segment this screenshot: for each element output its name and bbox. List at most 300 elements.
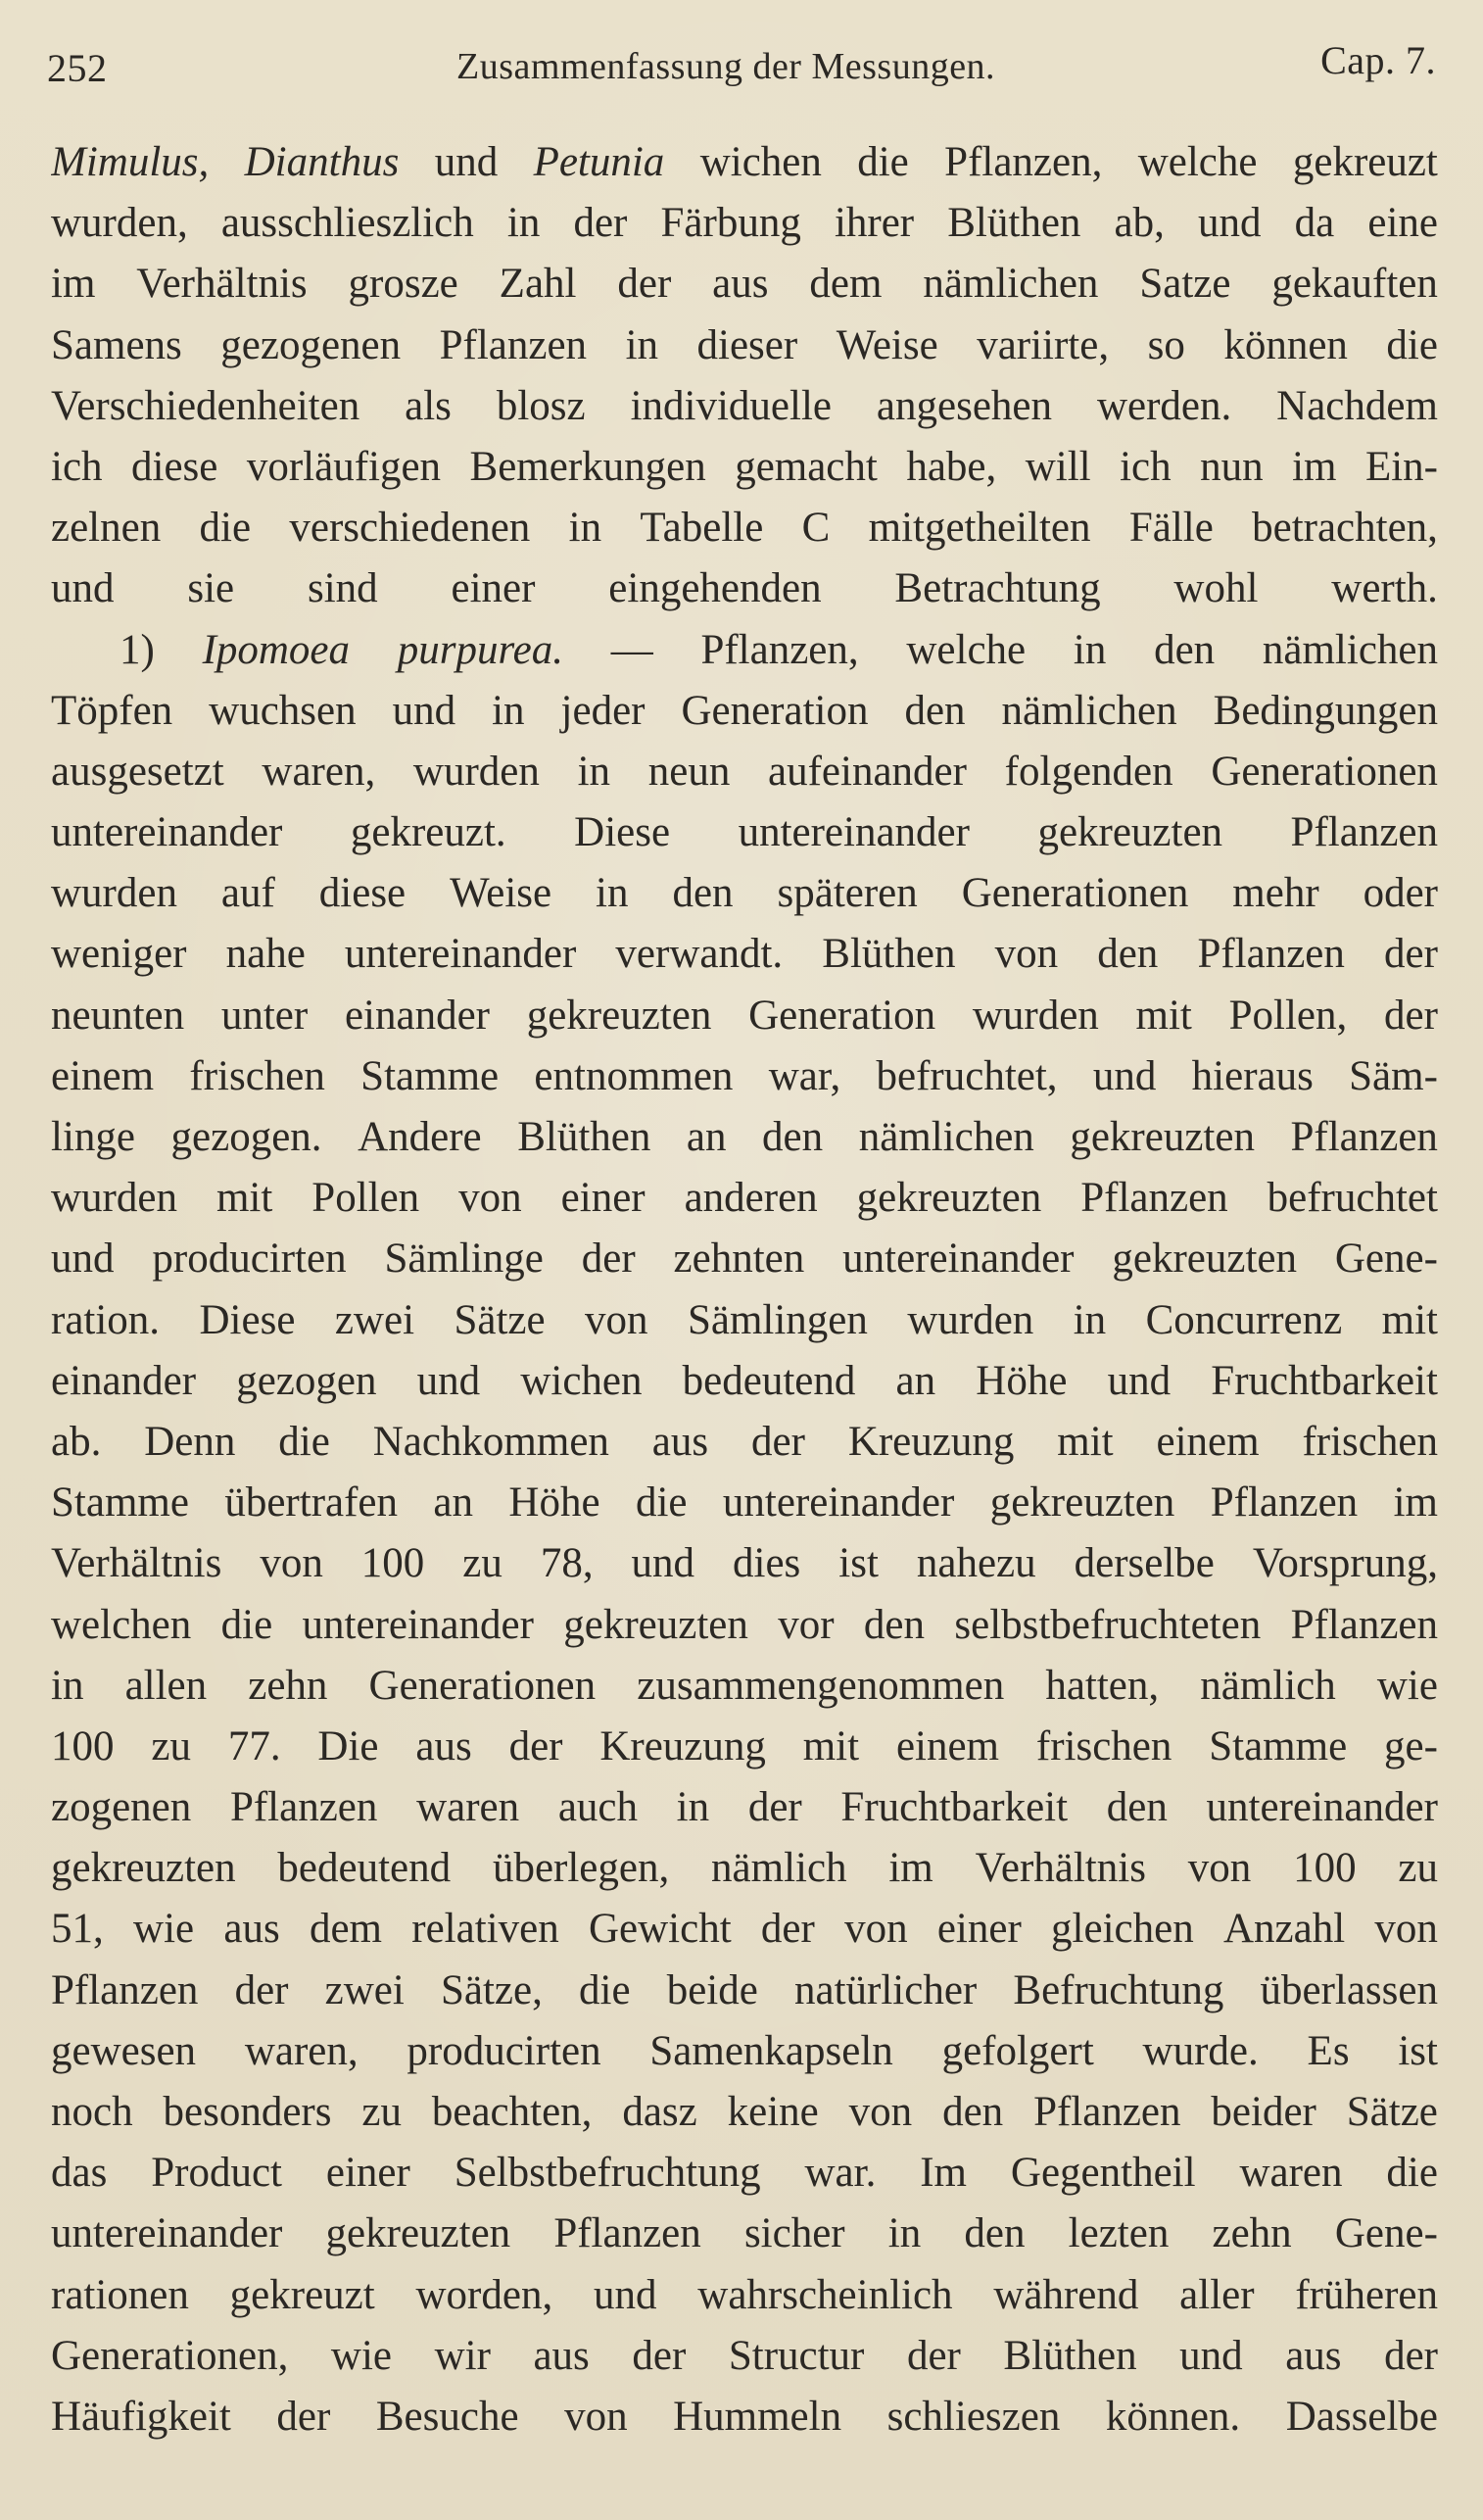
word: Generationen [368, 1662, 597, 1709]
word: untereinander [51, 2210, 283, 2257]
word: Anzahl [1222, 1906, 1346, 1953]
word: Häufigkeit [51, 2393, 231, 2440]
word: und [1107, 1357, 1172, 1404]
word: an [433, 1479, 474, 1527]
word: als [405, 382, 452, 429]
word: aus [712, 261, 769, 308]
word: gefolgert [941, 2027, 1094, 2074]
word: einer [936, 1906, 1022, 1953]
word: Sämlinge [384, 1236, 544, 1283]
word: bedeutend [277, 1845, 452, 1892]
word: frischen [1035, 1722, 1172, 1769]
word: aus [533, 2332, 590, 2379]
word: 100 [360, 1540, 425, 1587]
word: Zahl [499, 261, 577, 308]
text-line [51, 498, 1438, 558]
word: in [887, 2210, 922, 2257]
body-text [51, 132, 1438, 2447]
word: gekreuzten [325, 2210, 511, 2257]
word: gekreuzt. [350, 809, 506, 856]
word: können [1223, 321, 1348, 368]
word: producirten [407, 2027, 601, 2074]
word: wurden [972, 992, 1099, 1039]
word: übertrafen [224, 1479, 399, 1527]
word: einem [1156, 1418, 1260, 1465]
word: hieraus [1191, 1052, 1314, 1099]
word: entnommen [534, 1052, 734, 1099]
word: der [1384, 992, 1438, 1039]
word: zelnen [51, 505, 162, 552]
word: nämlichen [923, 261, 1099, 308]
word: an [686, 1114, 727, 1160]
word: mit [1057, 1418, 1114, 1465]
word: waren [1239, 2150, 1343, 2197]
word: grosze [348, 261, 458, 308]
word: Verschiedenheiten [51, 382, 360, 429]
text-line [51, 558, 1438, 619]
word: Gene- [1334, 1236, 1438, 1283]
word: relativen [411, 1906, 559, 1953]
word: von [1187, 1845, 1252, 1892]
word: Petunia [533, 139, 665, 185]
word: worden, [415, 2271, 553, 2318]
word: auch [557, 1784, 638, 1831]
text-line [51, 924, 1438, 985]
word: Ipomoea [202, 626, 351, 673]
text-line [51, 2021, 1438, 2082]
word: allen [124, 1662, 208, 1709]
word: Hummeln [673, 2393, 842, 2440]
word: vorläufigen [246, 443, 442, 490]
word: die [199, 505, 252, 552]
word: einem [895, 1722, 1000, 1769]
word: einer [325, 2150, 410, 2197]
word: natürlicher [794, 1966, 978, 2013]
word: welche [906, 626, 1027, 673]
word: den [863, 1601, 926, 1648]
word: waren, [262, 748, 376, 795]
word: ge- [1384, 1722, 1438, 1769]
word: untereinander [1206, 1784, 1438, 1831]
word: zu [1398, 1845, 1438, 1892]
word: in [506, 200, 541, 247]
word: wir [434, 2332, 491, 2379]
text-line [51, 1838, 1438, 1899]
word: einem [51, 1052, 155, 1099]
word: ihrer [834, 200, 915, 247]
word: frischen [189, 1052, 325, 1099]
word: wurden, [51, 200, 188, 247]
word: früheren [1295, 2271, 1438, 2318]
word: selbstbefruchteten [954, 1601, 1262, 1648]
word: gezogenen [220, 321, 402, 368]
word: Verhältnis [975, 1845, 1146, 1892]
word: von [844, 1906, 908, 1953]
word: Stamme [360, 1052, 500, 1099]
word: Ein- [1364, 443, 1438, 490]
word: gezogen [236, 1357, 377, 1404]
word: Dasselbe [1285, 2393, 1438, 2440]
word: den [1154, 626, 1216, 673]
word: Sätze [1346, 2089, 1438, 2135]
word: der [760, 1906, 815, 1953]
word: mit [802, 1722, 860, 1769]
word: diese [131, 443, 218, 490]
word: und [416, 1357, 481, 1404]
word: Die [317, 1722, 379, 1769]
word: gekreuzten [989, 1479, 1175, 1527]
word: wahrscheinlich [697, 2271, 953, 2318]
word: die [1386, 321, 1438, 368]
word: derselbe [1074, 1540, 1215, 1587]
word: in [625, 321, 659, 368]
text-line [51, 1290, 1438, 1351]
word: ab, [1114, 200, 1165, 247]
text-line [51, 2143, 1438, 2204]
word: so [1147, 321, 1185, 368]
word: Weise [836, 321, 938, 368]
word: von [1374, 1906, 1438, 1953]
word: Fruchtbarkeit [1211, 1357, 1438, 1404]
word: der [747, 1784, 802, 1831]
word: die [579, 1966, 631, 2013]
word: waren, [244, 2027, 359, 2074]
word: frischen [1302, 1418, 1438, 1465]
word: im [51, 261, 96, 308]
word: Pflanzen, [944, 139, 1103, 185]
word: lezten [1068, 2210, 1170, 2257]
word: untereinander [344, 931, 577, 978]
word: Stamme [1209, 1722, 1348, 1769]
word: und [631, 1540, 695, 1587]
chapter-label: Cap. 7. [1320, 38, 1436, 82]
word: Pflanzen [1080, 1175, 1228, 1222]
text-line [51, 620, 1438, 681]
word: ich [51, 443, 103, 490]
text-line [51, 802, 1438, 863]
word: einander [51, 1357, 197, 1404]
word: waren [416, 1784, 520, 1831]
word: Bemerkungen [469, 443, 706, 490]
word: Pollen [311, 1175, 420, 1222]
word: im [1292, 443, 1337, 490]
word: späteren [777, 870, 918, 917]
word: angesehen [876, 382, 1052, 429]
word: Weise [450, 870, 552, 917]
word: Diese [574, 809, 671, 856]
word: blosz [496, 382, 586, 429]
text-line [51, 1412, 1438, 1473]
word: verschiedenen [289, 505, 531, 552]
word: Blüthen [822, 931, 956, 978]
word: neunten [51, 992, 185, 1039]
word: Blüthen [1003, 2332, 1137, 2379]
word: producirten [152, 1236, 347, 1283]
text-line [51, 1961, 1438, 2021]
word: 100 [1293, 1845, 1357, 1892]
word: nämlichen [1262, 626, 1438, 673]
word: gleichen [1051, 1906, 1194, 1953]
word: Säm- [1349, 1052, 1438, 1099]
word: beider [1211, 2089, 1316, 2135]
word: der [276, 2393, 331, 2440]
word: der [906, 2332, 961, 2379]
word: noch [51, 2089, 133, 2135]
word: zehn [1212, 2210, 1292, 2257]
word: mit [215, 1175, 273, 1222]
word: nämlich [1200, 1662, 1336, 1709]
word: Es [1307, 2027, 1350, 2074]
word: Denn [144, 1418, 236, 1465]
word: habe, [906, 443, 997, 490]
text-line [51, 1046, 1438, 1107]
word: weniger [51, 931, 187, 978]
word: im [1393, 1479, 1438, 1527]
word: gekauften [1271, 261, 1438, 308]
word: der [632, 2332, 687, 2379]
word: diese [318, 870, 407, 917]
word: Gene- [1334, 2210, 1438, 2257]
text-line [51, 315, 1438, 376]
word: den [1097, 931, 1159, 978]
word: besonders [163, 2089, 332, 2135]
word: aus [415, 1722, 472, 1769]
word: Concurrenz [1145, 1296, 1343, 1343]
word: Fruchtbarkeit [840, 1784, 1069, 1831]
word: der [234, 1966, 289, 2013]
word: nämlichen [1001, 687, 1177, 734]
word: während [993, 2271, 1139, 2318]
word: Diese [199, 1296, 296, 1343]
word: den [904, 687, 966, 734]
word: Structur [728, 2332, 865, 2379]
word: und [1092, 1052, 1157, 1099]
word: Pflanzen [1290, 809, 1438, 856]
word: Pflanzen [1033, 2089, 1181, 2135]
word: gezogen. [170, 1114, 322, 1160]
word: untereinander [722, 1479, 955, 1527]
word: Pflanzen, [700, 626, 859, 673]
word: wurden [907, 1296, 1034, 1343]
word: mehr [1232, 870, 1319, 917]
word: Samenkapseln [649, 2027, 893, 2074]
word: den [672, 870, 734, 917]
word: gekreuzten [526, 992, 712, 1039]
word: der [617, 261, 672, 308]
word: beide [666, 1966, 758, 2013]
word: 78, [540, 1540, 594, 1587]
word: gekreuzten [51, 1845, 236, 1892]
word: wurden [51, 870, 177, 917]
word: beachten, [431, 2089, 593, 2135]
word: aus [651, 1418, 709, 1465]
word: in [492, 687, 525, 734]
word: untereinander [738, 809, 970, 856]
word: variirte, [977, 321, 1110, 368]
word: Generationen [961, 870, 1189, 917]
word: Gegentheil [1010, 2150, 1196, 2197]
word: und [51, 1236, 115, 1283]
word: gewesen [51, 2027, 197, 2074]
word: der [581, 1236, 636, 1283]
word: eingehenden [608, 565, 822, 612]
word: Kreuzung [599, 1722, 766, 1769]
word: Pflanzen [553, 2210, 701, 2257]
word: Satze [1139, 261, 1231, 308]
word: nahezu [916, 1540, 1036, 1587]
word: von [848, 2089, 913, 2135]
word: eine [1367, 200, 1438, 247]
word: der [508, 1722, 563, 1769]
word: gekreuzt [229, 2271, 375, 2318]
word: Gewicht [588, 1906, 732, 1953]
word: Nachkommen [372, 1418, 609, 1465]
word: die [857, 139, 909, 185]
word: Product [151, 2150, 282, 2197]
text-line [51, 1656, 1438, 1717]
word: Pflanzen [1290, 1114, 1438, 1160]
word: Bedingungen [1213, 687, 1438, 734]
word: folgenden [1004, 748, 1173, 795]
text-line [51, 2265, 1438, 2326]
word: die [1386, 2150, 1438, 2197]
word: die [635, 1479, 688, 1527]
word: ist [1398, 2027, 1438, 2074]
word: der [573, 200, 628, 247]
word: vor [778, 1601, 835, 1648]
word: in [1073, 626, 1107, 673]
text-line [51, 2082, 1438, 2143]
text-line [51, 2326, 1438, 2387]
word: Dianthus [244, 139, 400, 185]
word: mit [1381, 1296, 1438, 1343]
word: betrachten, [1252, 505, 1438, 552]
word: da [1294, 200, 1335, 247]
word: Generationen, [51, 2332, 289, 2379]
word: ausschlieszlich [220, 200, 474, 247]
word: untereinander [302, 1601, 534, 1648]
word: den [964, 2210, 1026, 2257]
word: — [610, 626, 653, 673]
word: von [564, 2393, 628, 2440]
word: welche [1137, 139, 1258, 185]
word: wurde. [1142, 2027, 1259, 2074]
text-line [51, 1595, 1438, 1656]
word: sie [187, 565, 235, 612]
text-line [51, 2204, 1438, 2264]
word: rationen [51, 2271, 189, 2318]
word: die [278, 1418, 330, 1465]
word: gekreuzten [563, 1601, 748, 1648]
word: von [260, 1540, 323, 1587]
word: werden. [1096, 382, 1232, 429]
word: aus [223, 1906, 280, 1953]
word: keine [727, 2089, 819, 2135]
word: aufeinander [768, 748, 967, 795]
word: gekreuzt [1292, 139, 1438, 185]
text-line [51, 132, 1438, 193]
word: Höhe [976, 1357, 1068, 1404]
word: werth. [1331, 565, 1438, 612]
word: Fälle [1128, 505, 1214, 552]
word: Pflanzen [1210, 1479, 1359, 1527]
text-line [51, 1168, 1438, 1229]
word: ich [1120, 443, 1172, 490]
word: von [458, 1175, 522, 1222]
word: einer [451, 565, 536, 612]
word: gekreuzten [1070, 1114, 1255, 1160]
word: Generationen [1211, 748, 1438, 795]
word: Pflanzen [229, 1784, 378, 1831]
word: Höhe [508, 1479, 600, 1527]
word: untereinander [842, 1236, 1075, 1283]
word: auf [220, 870, 275, 917]
word: der [751, 1418, 805, 1465]
word: in [596, 870, 629, 917]
word: 77. [227, 1722, 281, 1769]
word: nahe [225, 931, 306, 978]
word: zusammengenommen [637, 1662, 1005, 1709]
word: von [585, 1296, 648, 1343]
word: bedeutend [682, 1357, 856, 1404]
text-line [51, 2387, 1438, 2447]
word: unter [220, 992, 309, 1039]
word: Generation [748, 992, 936, 1039]
word: 51, [51, 1906, 104, 1953]
word: einer [560, 1175, 646, 1222]
text-line [51, 193, 1438, 254]
word: wuchsen [209, 687, 357, 734]
word: Blüthen [517, 1114, 651, 1160]
word: wie [1376, 1662, 1438, 1709]
word: wie [133, 1906, 195, 1953]
word: nämlichen [858, 1114, 1034, 1160]
word: hatten, [1045, 1662, 1160, 1709]
word: dem [309, 1906, 383, 1953]
word: neun [647, 748, 731, 795]
word: der [1384, 931, 1438, 978]
word: ist [838, 1540, 879, 1587]
word: im [888, 1845, 933, 1892]
word: zu [361, 2089, 402, 2135]
word: zu [462, 1540, 502, 1587]
word: will [1025, 443, 1091, 490]
word: nämlich [711, 1845, 847, 1892]
word: wurden [412, 748, 540, 795]
word: Sätze, [440, 1966, 543, 2013]
word: sind [307, 565, 378, 612]
word: 1) [120, 626, 155, 673]
word: Sätze [454, 1296, 546, 1343]
word: wichen [699, 139, 822, 185]
word: linge [51, 1114, 135, 1160]
word: in [676, 1784, 710, 1831]
word: in [1073, 1296, 1107, 1343]
word: zehnten [673, 1236, 805, 1283]
word: gemacht [735, 443, 878, 490]
word: nun [1200, 443, 1264, 490]
text-line [51, 1717, 1438, 1777]
word: der [1384, 2332, 1438, 2379]
word: Blüthen [947, 200, 1081, 247]
word: aller [1179, 2271, 1255, 2318]
word: und [1198, 200, 1262, 247]
word: Im [920, 2150, 968, 2197]
word: Selbstbefruchtung [454, 2150, 761, 2197]
word: war, [768, 1052, 841, 1099]
word: an [895, 1357, 936, 1404]
text-line [51, 437, 1438, 498]
